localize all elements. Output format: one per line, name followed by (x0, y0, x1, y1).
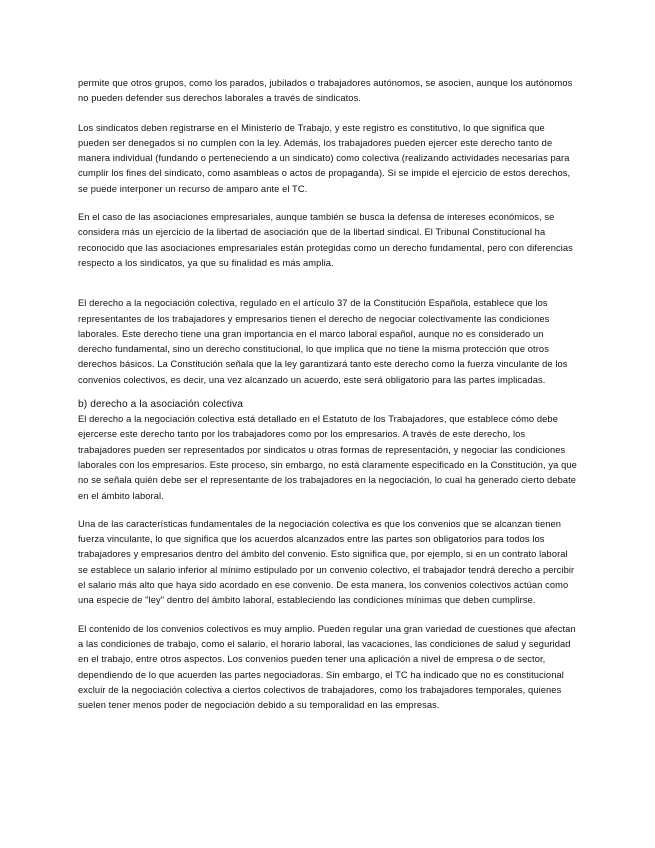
paragraph-fuerza-vinculante: Una de las características fundamentales de la negociación colectiva es que los convenios que se alcanzan tienen fuerza vinculante, lo que significa que los acuerdos alcanzados entre las partes son obligatorios para todos los trabajadores y empresarios dentro del ámbito del convenio. Esto significa que, por ejemplo, si en un contrato laboral se establece un salario inferior al mínimo estipulado por un convenio colectivo, el trabajador tendrá derecho a percibir el salario más alto que haya sido acordado en ese convenio. De esta manera, los convenios colectivos actúan como una especie de "ley" dentro del ámbito laboral, estableciendo las condiciones mínimas que deben cumplirse. (78, 518, 575, 606)
paragraph-registro-sindicatos: Los sindicatos deben registrarse en el Ministerio de Trabajo, y este registro es constitutivo, lo que significa que pueden ser denegados si no cumplen con la ley. Además, los trabajadores pueden ejercer este derecho tanto de manera individual (fundando o perteneciendo a un sindicato) como colectiva (realizando actividades necesarias para cumplir los fines del sindicato, como asambleas o actos de propaganda). Si se impide el ejercicio de estos derechos, se puede interponer un recurso de amparo ante el TC. (78, 122, 571, 194)
section-heading: b) derecho a la asociación colectiva (78, 399, 243, 411)
paragraph-asociacion-grupos: permite que otros grupos, como los parados, jubilados o trabajadores autónomos, se asocien, aunque los autónomos no pueden defender sus derechos laborales a través de sindicatos. (78, 78, 573, 104)
paragraph-asociaciones-empresariales: En el caso de las asociaciones empresariales, aunque también se busca la defensa de intereses económicos, se considera más un ejercicio de la libertad de asociación que de la libertad sindical. El Tribunal Constitucional ha reconocido que las asociaciones empresariales están protegidas como un derecho fundamental, pero con diferencias respecto a los sindicatos, ya que su finalidad es más amplia. (78, 212, 573, 268)
paragraph-negociacion-colectiva-constitucion: El derecho a la negociación colectiva, regulado en el artículo 37 de la Constitución Española, establece que los representantes de los trabajadores y empresarios tienen el derecho de negociar colectivamente las condiciones laborales. Este derecho tiene una gran importancia en el marco laboral español, aunque no es considerado un derecho fundamental, sino un derecho constitucional, lo que implica que no tiene la misma protección que otros derechos básicos. La Constitución señala que la ley garantizará tanto este derecho como la fuerza vinculante de los convenios colectivos, es decir, una vez alcanzado un acuerdo, este será obligatorio para las partes implicadas. (78, 298, 568, 385)
paragraph-contenido-convenios: El contenido de los convenios colectivos es muy amplio. Pueden regular una gran variedad de cuestiones que afectan a las condiciones de trabajo, como el salario, el horario laboral, las vacaciones, las condiciones de salud y seguridad en el trabajo, entre otros aspectos. Los convenios pueden tener una aplicación a nivel de empresa o de sector, dependiendo de lo que acuerden las partes negociadoras. Sin embargo, el TC ha indicado que no es constitucional excluir de la negociación colectiva a ciertos colectivos de trabajadores, como los trabajadores temporales, quienes suelen tener menos poder de negociación debido a su temporalidad en las empresas. (78, 623, 576, 711)
paragraph-estatuto-trabajadores: El derecho a la negociación colectiva está detallado en el Estatuto de los Trabajadores, que establece cómo debe ejercerse este derecho tanto por los trabajadores como por los empresarios. A través de este derecho, los trabajadores pueden ser representados por sindicatos u otras formas de representación, y negociar las condiciones laborales con los empresarios. Este proceso, sin embargo, no está claramente especificado en la Constitución, ya que no se señala quién debe ser el representante de los trabajadores en la negociación, lo cual ha generado cierto debate en el ámbito laboral. (78, 414, 577, 501)
